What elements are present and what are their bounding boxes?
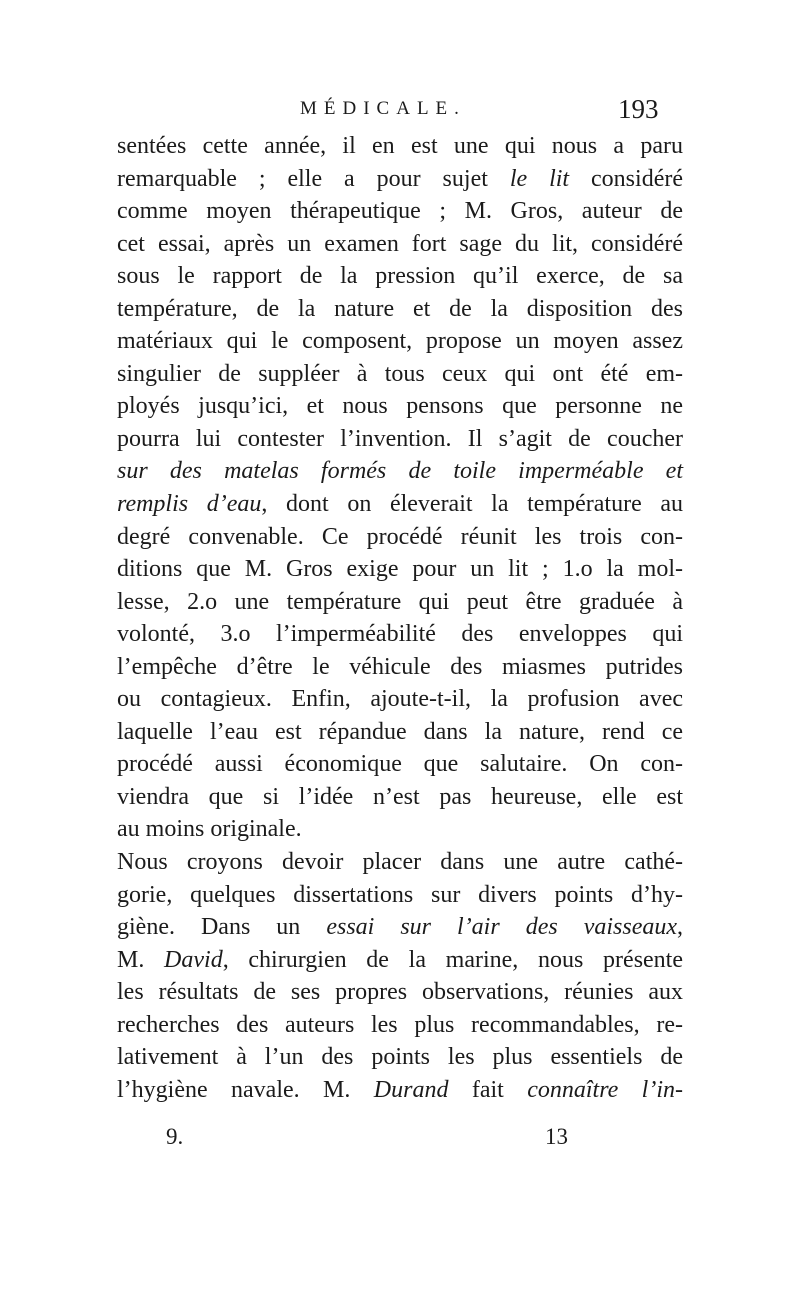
text-line: [117, 455, 683, 488]
text-line: [117, 228, 683, 261]
text-segment: giène. Dans un: [117, 914, 327, 941]
text-segment: ou contagieux. Enfin, ajoute-t-il, la profusion avec: [117, 686, 683, 713]
text-segment: gorie, quelques dissertations sur divers points d’hy-: [117, 881, 683, 908]
text-line: [117, 390, 683, 423]
text-segment: volonté, 3.o l’imperméabilité des enveloppes qui: [117, 621, 683, 648]
text-line: [117, 521, 683, 554]
text-segment: recherches des auteurs les plus recommandables, re-: [117, 1011, 683, 1038]
catchword: 13: [545, 1124, 568, 1149]
italic-text: le lit: [509, 165, 570, 192]
text-segment: sous le rapport de la pression qu’il exerce, de sa: [117, 263, 683, 290]
text-line: [117, 1009, 683, 1042]
text-segment: , dont on éleverait la température au: [261, 491, 683, 518]
text-segment: ,: [677, 914, 683, 941]
text-segment: au moins originale.: [117, 816, 302, 843]
text-line: [117, 716, 683, 749]
text-segment: matériaux qui le composent, propose un moyen assez: [117, 328, 683, 355]
text-line: [117, 976, 683, 1009]
text-segment: cet essai, après un examen fort sage du lit, considéré: [117, 230, 683, 257]
italic-text: essai sur l’air des vaisseaux: [326, 914, 677, 941]
text-line: [117, 911, 683, 944]
italic-text: David: [164, 946, 223, 973]
text-segment: laquelle l’eau est répandue dans la nature, rend ce: [117, 718, 683, 745]
text-segment: singulier de suppléer à tous ceux qui ont été em-: [117, 360, 683, 387]
text-segment: l’empêche d’être le véhicule des miasmes putrides: [117, 653, 683, 680]
text-segment: lativement à l’un des points les plus essentiels de: [117, 1044, 683, 1071]
text-line: [117, 651, 683, 684]
text-segment: ployés jusqu’ici, et nous pensons que personne ne: [117, 393, 683, 420]
text-segment: l’hygiène navale. M.: [117, 1076, 374, 1103]
text-line: [117, 423, 683, 456]
signature-mark: 9.: [166, 1124, 184, 1149]
text-segment: , chirurgien de la marine, nous présente: [222, 946, 684, 973]
text-line: [117, 813, 683, 846]
text-line: [117, 358, 683, 391]
italic-text: sur des matelas formés de toile imperméable et: [117, 458, 683, 485]
body-text: [117, 130, 683, 1106]
text-line: [117, 1074, 683, 1107]
running-head: MÉDICALE.: [300, 98, 466, 119]
text-line: [117, 748, 683, 781]
italic-text: connaître l’in-: [527, 1076, 683, 1103]
text-line: [117, 260, 683, 293]
text-line: [117, 879, 683, 912]
text-line: [117, 781, 683, 814]
text-segment: pourra lui contester l’invention. Il s’agit de coucher: [117, 425, 683, 452]
text-line: [117, 488, 683, 521]
text-line: [117, 195, 683, 228]
text-segment: température, de la nature et de la disposition des: [117, 295, 683, 322]
text-line: [117, 553, 683, 586]
text-segment: fait: [448, 1076, 528, 1103]
text-line: [117, 1041, 683, 1074]
text-line: [117, 325, 683, 358]
text-line: [117, 944, 683, 977]
italic-text: remplis d’eau: [117, 491, 262, 518]
text-segment: les résultats de ses propres observations, réunies aux: [117, 979, 683, 1006]
text-line: [117, 683, 683, 716]
text-line: [117, 618, 683, 651]
text-line: [117, 586, 683, 619]
text-segment: considéré: [569, 165, 683, 192]
text-segment: comme moyen thérapeutique ; M. Gros, auteur de: [117, 198, 683, 225]
text-line: [117, 846, 683, 879]
text-segment: lesse, 2.o une température qui peut être graduée à: [117, 588, 683, 615]
page-number: 193: [618, 94, 659, 124]
text-segment: sentées cette année, il en est une qui nous a paru: [117, 133, 683, 159]
text-segment: M.: [117, 946, 165, 973]
text-segment: procédé aussi économique que salutaire. On con-: [117, 751, 683, 778]
text-segment: Nous croyons devoir placer dans une autre cathé-: [117, 849, 683, 876]
italic-text: Durand: [373, 1076, 449, 1103]
text-line: [117, 130, 683, 163]
text-segment: viendra que si l’idée n’est pas heureuse, elle est: [117, 783, 683, 810]
text-segment: ditions que M. Gros exige pour un lit ; 1.o la mol-: [117, 556, 683, 583]
text-line: [117, 293, 683, 326]
text-line: [117, 163, 683, 196]
text-segment: degré convenable. Ce procédé réunit les trois con-: [117, 523, 683, 550]
text-segment: remarquable ; elle a pour sujet: [117, 165, 510, 192]
